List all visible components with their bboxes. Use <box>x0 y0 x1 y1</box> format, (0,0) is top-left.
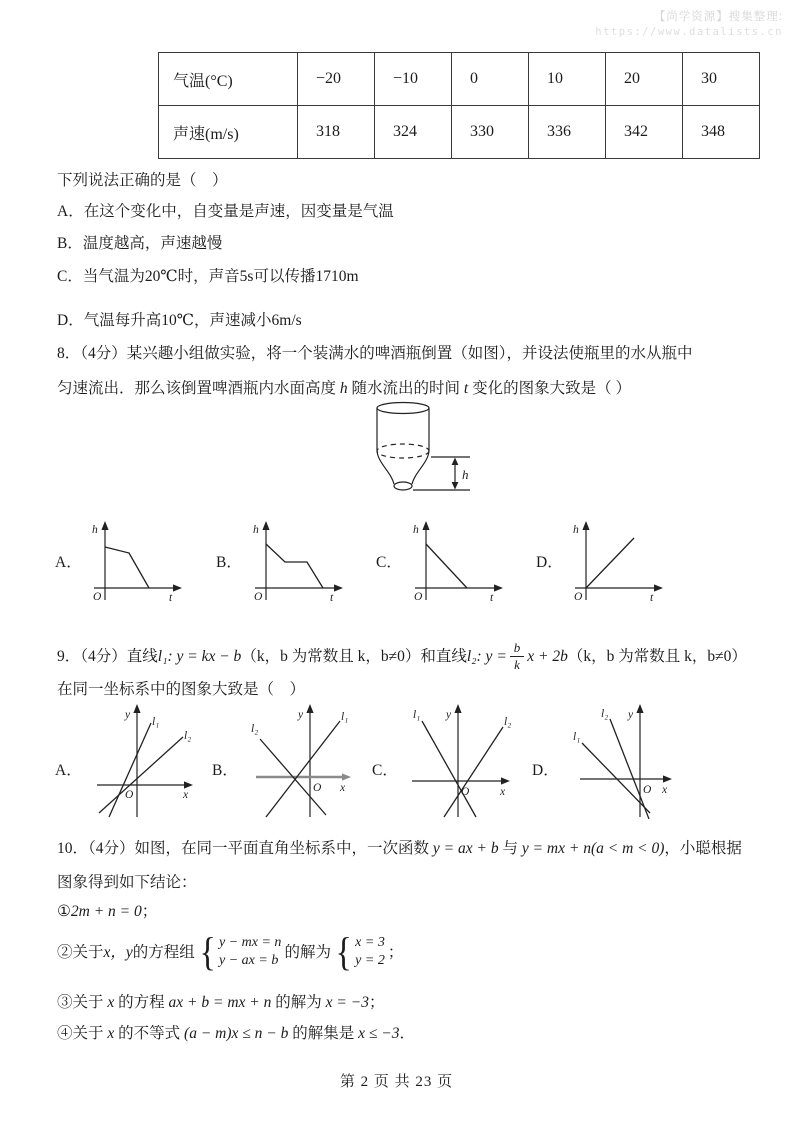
table-cell: −10 <box>375 53 452 106</box>
axis-arrow-icon <box>454 704 461 713</box>
option-label: B． <box>216 554 242 571</box>
arrow-down-icon <box>452 482 459 490</box>
math-line2-eq-tail: x + 2b <box>527 647 568 665</box>
h-t-curve <box>266 544 323 588</box>
table-cell: 30 <box>683 53 760 106</box>
system-eq-1: y − mx = n <box>219 935 282 950</box>
math-line1-eq: l₁: y = kx − b <box>157 647 242 665</box>
watermark <box>595 8 783 38</box>
math-eq: (a − m)x ≤ n − b <box>184 1025 289 1042</box>
origin-label: O <box>414 591 423 603</box>
table-cell: −20 <box>298 53 375 106</box>
h-axis-label: t <box>490 592 494 604</box>
q9-option-b <box>212 703 358 821</box>
q10-conclusion-2 <box>57 928 403 976</box>
q7-option-d: D．气温每升高10℃，声速减小6m/s <box>57 312 302 329</box>
solution-eq-1: x = 3 <box>355 935 385 950</box>
punctuation: ． <box>399 1025 416 1042</box>
table-cell: 348 <box>683 106 760 159</box>
q8-option-d <box>536 520 665 605</box>
punctuation: ； <box>368 994 385 1011</box>
math-eq: x ≤ −3 <box>358 1025 400 1042</box>
x-axis-label: x <box>183 789 189 801</box>
axis-arrow-icon <box>133 704 140 713</box>
axis-arrow-icon <box>184 781 193 788</box>
q9-stem-text: 9．（4分）直线 <box>57 647 158 665</box>
option-label: D． <box>536 554 563 571</box>
left-brace: { <box>199 929 216 974</box>
axis-arrow-icon <box>422 521 429 530</box>
axis-arrow-icon <box>582 521 589 530</box>
q9-graph-d <box>566 703 678 821</box>
math-vars: x，y <box>103 943 133 961</box>
conclusion-text: 的不等式 <box>114 1025 185 1042</box>
left-brace: { <box>335 929 352 974</box>
q8-graph-d <box>570 520 665 605</box>
q8-option-c <box>376 520 505 605</box>
q7-stem: 下列说法正确的是（ ） <box>57 172 228 189</box>
axis-arrow-icon <box>663 775 672 782</box>
origin-label: O <box>643 784 652 796</box>
math-var: x <box>107 994 115 1011</box>
q8-stem-line1: 8．（4分）某兴趣小组做实验，将一个装满水的啤酒瓶倒置（如图），并设法使瓶里的水从瓶中 <box>57 345 693 362</box>
origin-label: O <box>574 591 583 603</box>
q10-stem-line1 <box>57 838 742 859</box>
q8-stem-text: 变化的图象大致是（ ） <box>468 380 631 397</box>
watermark-source-text: 【尚学资源】搜集整理: <box>653 11 783 23</box>
conclusion-text: 的解为 <box>284 943 331 961</box>
v-axis-label: h <box>573 524 579 536</box>
bottle-mouth <box>394 482 412 490</box>
axis-arrow-icon <box>173 584 182 591</box>
table-cell: 10 <box>529 53 606 106</box>
q9-stem-line1 <box>57 638 747 674</box>
table-cell: 318 <box>298 106 375 159</box>
math-eq: x = −3 <box>325 994 369 1011</box>
y-axis-label: y <box>628 709 634 721</box>
line-l1 <box>109 723 151 817</box>
q9-option-a <box>55 703 201 821</box>
conclusion-text: 的解为 <box>271 994 326 1011</box>
water-level-dashed-ellipse <box>377 444 429 458</box>
h-t-curve <box>586 538 634 588</box>
line-l1 <box>422 721 476 817</box>
option-label: C． <box>376 554 402 571</box>
q8-option-a <box>55 520 184 605</box>
axis-arrow-icon <box>334 584 343 591</box>
math-line2-eq: l₂: y = <box>466 647 507 665</box>
equation-system <box>198 929 282 974</box>
origin-label: O <box>125 789 134 801</box>
line-l1-label: l₁ <box>573 731 581 743</box>
q8-graph-c <box>410 520 505 605</box>
q10-conclusion-4 <box>57 1023 415 1044</box>
axis-arrow-icon <box>306 704 313 713</box>
q8-stem-line2 <box>57 378 631 399</box>
q9-stem-text: （k，b 为常数且 k，b≠0）和直线 <box>241 647 467 665</box>
table-row-sound-speed <box>159 106 760 159</box>
y-axis-label: y <box>446 709 452 721</box>
option-label: C． <box>372 762 398 779</box>
h-t-curve <box>105 547 149 588</box>
q10-stem-text: 与 <box>498 840 522 857</box>
origin-label: O <box>313 782 322 794</box>
table-cell: 0 <box>452 53 529 106</box>
watermark-url-text: https://www.datalists.cn <box>595 26 783 38</box>
math-eq: y = mx + n(a < m < 0) <box>521 840 665 857</box>
axis-arrow-icon <box>342 773 351 780</box>
bottle-figure <box>358 401 493 506</box>
q9-stem-text: （k，b 为常数且 k，b≠0） <box>567 647 747 665</box>
solution-system <box>334 929 385 974</box>
page-number-footer: 第 2 页 共 23 页 <box>339 1074 454 1090</box>
line-l1 <box>266 721 340 817</box>
h-axis-label: t <box>169 592 173 604</box>
h-t-curve <box>426 544 467 588</box>
line-l1-label: l₁ <box>341 711 349 723</box>
table-cell: 324 <box>375 106 452 159</box>
table-cell: 20 <box>606 53 683 106</box>
punctuation: ； <box>141 903 158 920</box>
v-axis-label: h <box>92 524 98 536</box>
inverted-bottle-diagram <box>358 401 493 501</box>
conclusion-text: 的解集是 <box>288 1025 359 1042</box>
line-l2-label: l₂ <box>251 723 259 735</box>
height-label: h <box>462 467 469 482</box>
arrow-up-icon <box>452 458 459 466</box>
h-axis-label: t <box>650 592 654 604</box>
line-l2-label: l₂ <box>601 708 609 720</box>
table-cell: 336 <box>529 106 606 159</box>
q10-stem-text: ，小聪根据 <box>664 840 742 857</box>
line-l2 <box>444 727 503 817</box>
h-axis-label: t <box>330 592 334 604</box>
y-axis-label: y <box>125 709 131 721</box>
q9-stem-line2: 在同一坐标系中的图象大致是（ ） <box>57 681 306 698</box>
q10-stem-text: 10．（4分）如图，在同一平面直角坐标系中，一次函数 <box>57 840 433 857</box>
axis-arrow-icon <box>501 777 510 784</box>
table-cell: 342 <box>606 106 683 159</box>
option-label: D． <box>532 762 559 779</box>
system-eq-2: y − ax = b <box>219 953 279 968</box>
conclusion-text: ②关于 <box>57 943 104 961</box>
axis-arrow-icon <box>494 584 503 591</box>
q7-option-b: B．温度越高，声速越慢 <box>57 235 223 252</box>
v-axis-label: h <box>413 524 419 536</box>
table-row-temperature <box>159 53 760 106</box>
fraction-b-over-k <box>510 641 525 671</box>
fraction-denominator: k <box>514 657 520 672</box>
q8-graph-a <box>89 520 184 605</box>
axis-arrow-icon <box>636 704 643 713</box>
x-axis-label: x <box>340 782 346 794</box>
solution-eq-2: y = 2 <box>355 953 385 968</box>
punctuation: ； <box>387 943 404 961</box>
q8-stem-text: 随水流出的时间 <box>347 380 464 397</box>
math-var-h: h <box>339 380 348 397</box>
origin-label: O <box>93 591 102 603</box>
q8-graph-b <box>250 520 345 605</box>
q8-option-b <box>216 520 345 605</box>
q9-graph-c <box>406 703 518 821</box>
q7-option-a: A．在这个变化中，自变量是声速，因变量是气温 <box>57 203 394 220</box>
line-l2-label: l₂ <box>504 716 512 728</box>
axis-arrow-icon <box>101 521 108 530</box>
bottle-top-opening <box>377 403 429 414</box>
option-label: A． <box>55 762 82 779</box>
x-axis-label: x <box>500 786 506 798</box>
line-l1-label: l₁ <box>152 716 160 728</box>
option-label: B． <box>212 762 238 779</box>
circled-number: ① <box>57 903 71 920</box>
q9-option-c <box>372 703 518 821</box>
math-var-t: t <box>463 380 469 397</box>
v-axis-label: h <box>253 524 259 536</box>
math-var: x <box>107 1025 115 1042</box>
conclusion-text: 的方程 <box>114 994 169 1011</box>
math-eq: 2m + n = 0 <box>70 903 142 920</box>
q10-conclusion-3 <box>57 992 384 1013</box>
y-axis-label: y <box>298 709 304 721</box>
sound-speed-table <box>158 52 760 159</box>
line-l2 <box>99 737 183 813</box>
math-eq: y = ax + b <box>432 840 499 857</box>
origin-label: O <box>254 591 263 603</box>
table-row-header: 声速(m/s) <box>159 106 298 159</box>
q9-graph-b <box>246 703 358 821</box>
x-axis-label: x <box>662 784 668 796</box>
axis-arrow-icon <box>262 521 269 530</box>
q10-stem-line2: 图象得到如下结论： <box>57 874 197 891</box>
q10-conclusion-1 <box>57 901 157 922</box>
origin-label: O <box>461 786 470 798</box>
conclusion-text: ③关于 <box>57 994 108 1011</box>
q7-option-c: C．当气温为20℃时，声音5s可以传播1710m <box>57 268 359 285</box>
option-label: A． <box>55 554 82 571</box>
math-eq: ax + b = mx + n <box>168 994 272 1011</box>
axis-arrow-icon <box>654 584 663 591</box>
table-row-header: 气温(°C) <box>159 53 298 106</box>
line-l2 <box>610 719 649 819</box>
q9-graph-a <box>89 703 201 821</box>
q8-stem-text: 匀速流出．那么该倒置啤酒瓶内水面高度 <box>57 380 340 397</box>
q9-option-d <box>532 703 678 821</box>
line-l2-label: l₂ <box>184 730 192 742</box>
line-l1-label: l₁ <box>413 709 421 721</box>
conclusion-text: ④关于 <box>57 1025 108 1042</box>
conclusion-text: 的方程组 <box>132 943 195 961</box>
table-cell: 330 <box>452 106 529 159</box>
fraction-numerator: b <box>510 641 525 657</box>
